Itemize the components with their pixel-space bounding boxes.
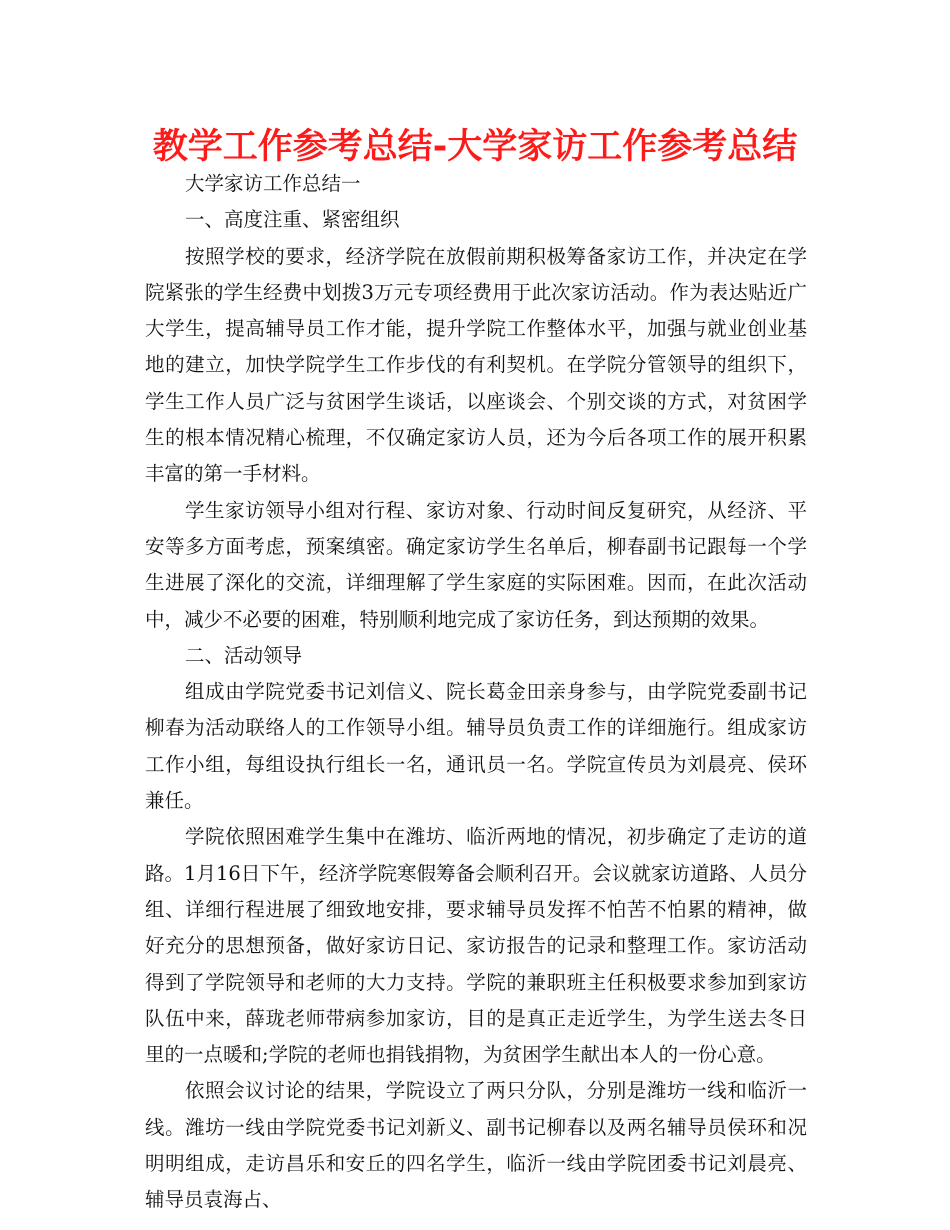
section-heading-2: 二、活动领导 (184, 643, 302, 667)
document-body (145, 166, 807, 1219)
paragraph: 学院依照困难学生集中在潍坊、临沂两地的情况，初步确定了走访的道路。1月16日下午，经济学院寒假筹备会顺利召开。会议就家访道路、人员分组、详细行程进展了细致地安排，要求辅导员发挥不怕苦不怕累的精神，做好充分的思想预备，做好家访日记、家访报告的记录和整理工作。家访活动得到了学院领导和老师的大力支持。学院的兼职班主任积极要求参加到家访队伍中来，薛珑老师带病参加家访，目的是真正走近学生，为学生送去冬日里的一点暖和;学院的老师也捐钱捐物，为贫困学生献出本人的一份心意。 (145, 825, 807, 1067)
paragraph: 按照学校的要求，经济学院在放假前期积极筹备家访工作，并决定在学院紧张的学生经费中划拨3万元专项经费用于此次家访活动。作为表达贴近广大学生，提高辅导员工作才能，提升学院工作整体水平，加强与就业创业基地的建立，加快学院学生工作步伐的有利契机。在学院分管领导的组织下，学生工作人员广泛与贫困学生谈话，以座谈会、个别交谈的方式，对贫困学生的根本情况精心梳理，不仅确定家访人员，还为今后各项工作的展开积累丰富的第一手材料。 (145, 244, 807, 486)
paragraph: 组成由学院党委书记刘信义、院长葛金田亲身参与，由学院党委副书记柳春为活动联络人的工作领导小组。辅导员负责工作的详细施行。组成家访工作小组，每组设执行组长一名，通讯员一名。学院宣传员为刘晨亮、侯环兼任。 (145, 680, 807, 813)
section-subtitle: 大学家访工作总结一 (184, 172, 361, 195)
paragraph: 学生家访领导小组对行程、家访对象、行动时间反复研究，从经济、平安等多方面考虑，预案缜密。确定家访学生名单后，柳春副书记跟每一个学生进展了深化的交流，详细理解了学生家庭的实际困难。因而，在此次活动中，减少不必要的困难，特别顺利地完成了家访任务，到达预期的效果。 (145, 498, 807, 631)
paragraph: 依照会议讨论的结果，学院设立了两只分队，分别是潍坊一线和临沂一线。潍坊一线由学院党委书记刘新义、副书记柳春以及两名辅导员侯环和况明明组成，走访昌乐和安丘的四名学生，临沂一线由学院团委书记刘晨亮、辅导员袁海占、 (145, 1079, 807, 1212)
section-heading-1: 一、高度注重、紧密组织 (184, 208, 400, 232)
document-title: 教学工作参考总结-大学家访工作参考总结 (152, 127, 798, 167)
